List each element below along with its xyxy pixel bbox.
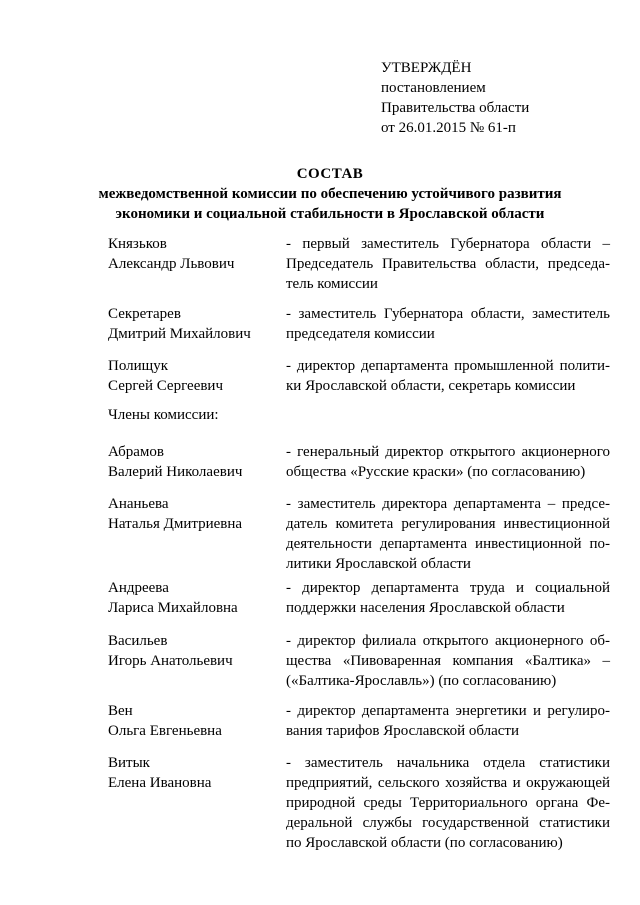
role-line: - заместитель директора департамента – предсе-	[286, 496, 610, 512]
member-name	[108, 701, 278, 741]
document-heading	[60, 164, 600, 224]
member-role	[286, 234, 610, 294]
member-name	[108, 753, 278, 793]
role-line: - генеральный директор открытого акционерного	[286, 444, 610, 460]
member-given-names: Наталья Дмитриевна	[108, 516, 243, 532]
member-name	[108, 494, 278, 534]
member-role	[286, 442, 610, 482]
role-line: - директор департамента энергетики и регулиро-	[286, 703, 610, 719]
member-role	[286, 753, 610, 853]
member-given-names: Валерий Николаевич	[108, 464, 243, 480]
approval-status: УТВЕРЖДЁН	[381, 60, 472, 76]
role-line: - заместитель начальника отдела статистики	[286, 755, 610, 771]
member-role	[286, 631, 610, 691]
document-subtitle-line-1: межведомственной комиссии по обеспечению устойчивого развития	[98, 186, 562, 202]
document-title: СОСТАВ	[296, 166, 364, 182]
role-line: ки Ярославской области, секретарь комиссии	[286, 378, 576, 394]
approval-stamp	[381, 58, 529, 138]
member-surname: Андреева	[108, 580, 169, 596]
member-surname: Полищук	[108, 358, 168, 374]
member-role	[286, 701, 610, 741]
member-name	[108, 234, 278, 274]
role-line: по Ярославской области (по согласованию)	[286, 835, 563, 851]
role-line: вания тарифов Ярославской области	[286, 723, 519, 739]
member-role	[286, 494, 610, 574]
member-given-names: Ольга Евгеньевна	[108, 723, 222, 739]
member-surname: Ананьева	[108, 496, 169, 512]
member-role	[286, 578, 610, 618]
role-line: природной среды Территориального органа Фе-	[286, 795, 610, 811]
member-name	[108, 442, 278, 482]
document-subtitle-line-2: экономики и социальной стабильности в Ярославской области	[115, 206, 545, 222]
member-name	[108, 304, 278, 344]
member-role	[286, 304, 610, 344]
member-given-names: Сергей Сергеевич	[108, 378, 224, 394]
role-line: Председатель Правительства области, председа-	[286, 256, 610, 272]
approval-date-number: от 26.01.2015 № 61-п	[381, 120, 516, 136]
member-given-names: Дмитрий Михайлович	[108, 326, 251, 342]
role-line: щества «Пивоваренная компания «Балтика» –	[286, 653, 610, 669]
member-given-names: Александр Львович	[108, 256, 235, 272]
approval-authority: Правительства области	[381, 100, 530, 116]
member-name	[108, 356, 278, 396]
member-name	[108, 578, 278, 618]
role-line: поддержки населения Ярославской области	[286, 600, 565, 616]
role-line: - первый заместитель Губернатора области –	[286, 236, 610, 252]
member-surname: Васильев	[108, 633, 168, 649]
role-line: предприятий, сельского хозяйства и окружающей	[286, 775, 610, 791]
role-line: председателя комиссии	[286, 326, 435, 342]
member-surname: Секретарев	[108, 306, 181, 322]
role-line: деятельности департамента инвестиционной по-	[286, 536, 610, 552]
role-line: литики Ярославской области	[286, 556, 471, 572]
member-given-names: Игорь Анатольевич	[108, 653, 233, 669]
member-surname: Витык	[108, 755, 150, 771]
role-line: - директор филиала открытого акционерного об-	[286, 633, 610, 649]
approval-basis: постановлением	[381, 80, 486, 96]
member-given-names: Лариса Михайловна	[108, 600, 238, 616]
role-line: («Балтика-Ярославль») (по согласованию)	[286, 673, 557, 689]
member-name	[108, 631, 278, 671]
role-line: - директор департамента промышленной полити-	[286, 358, 610, 374]
role-line: тель комиссии	[286, 276, 378, 292]
members-label: Члены комиссии:	[108, 407, 219, 423]
member-surname: Абрамов	[108, 444, 164, 460]
member-surname: Вен	[108, 703, 133, 719]
member-surname: Князьков	[108, 236, 167, 252]
role-line: - директор департамента труда и социальной	[286, 580, 610, 596]
member-role	[286, 356, 610, 396]
role-line: общества «Русские краски» (по согласованию)	[286, 464, 586, 480]
role-line: датель комитета регулирования инвестиционной	[286, 516, 610, 532]
role-line: - заместитель Губернатора области, заместитель	[286, 306, 610, 322]
member-given-names: Елена Ивановна	[108, 775, 212, 791]
role-line: деральной службы государственной статистики	[286, 815, 610, 831]
